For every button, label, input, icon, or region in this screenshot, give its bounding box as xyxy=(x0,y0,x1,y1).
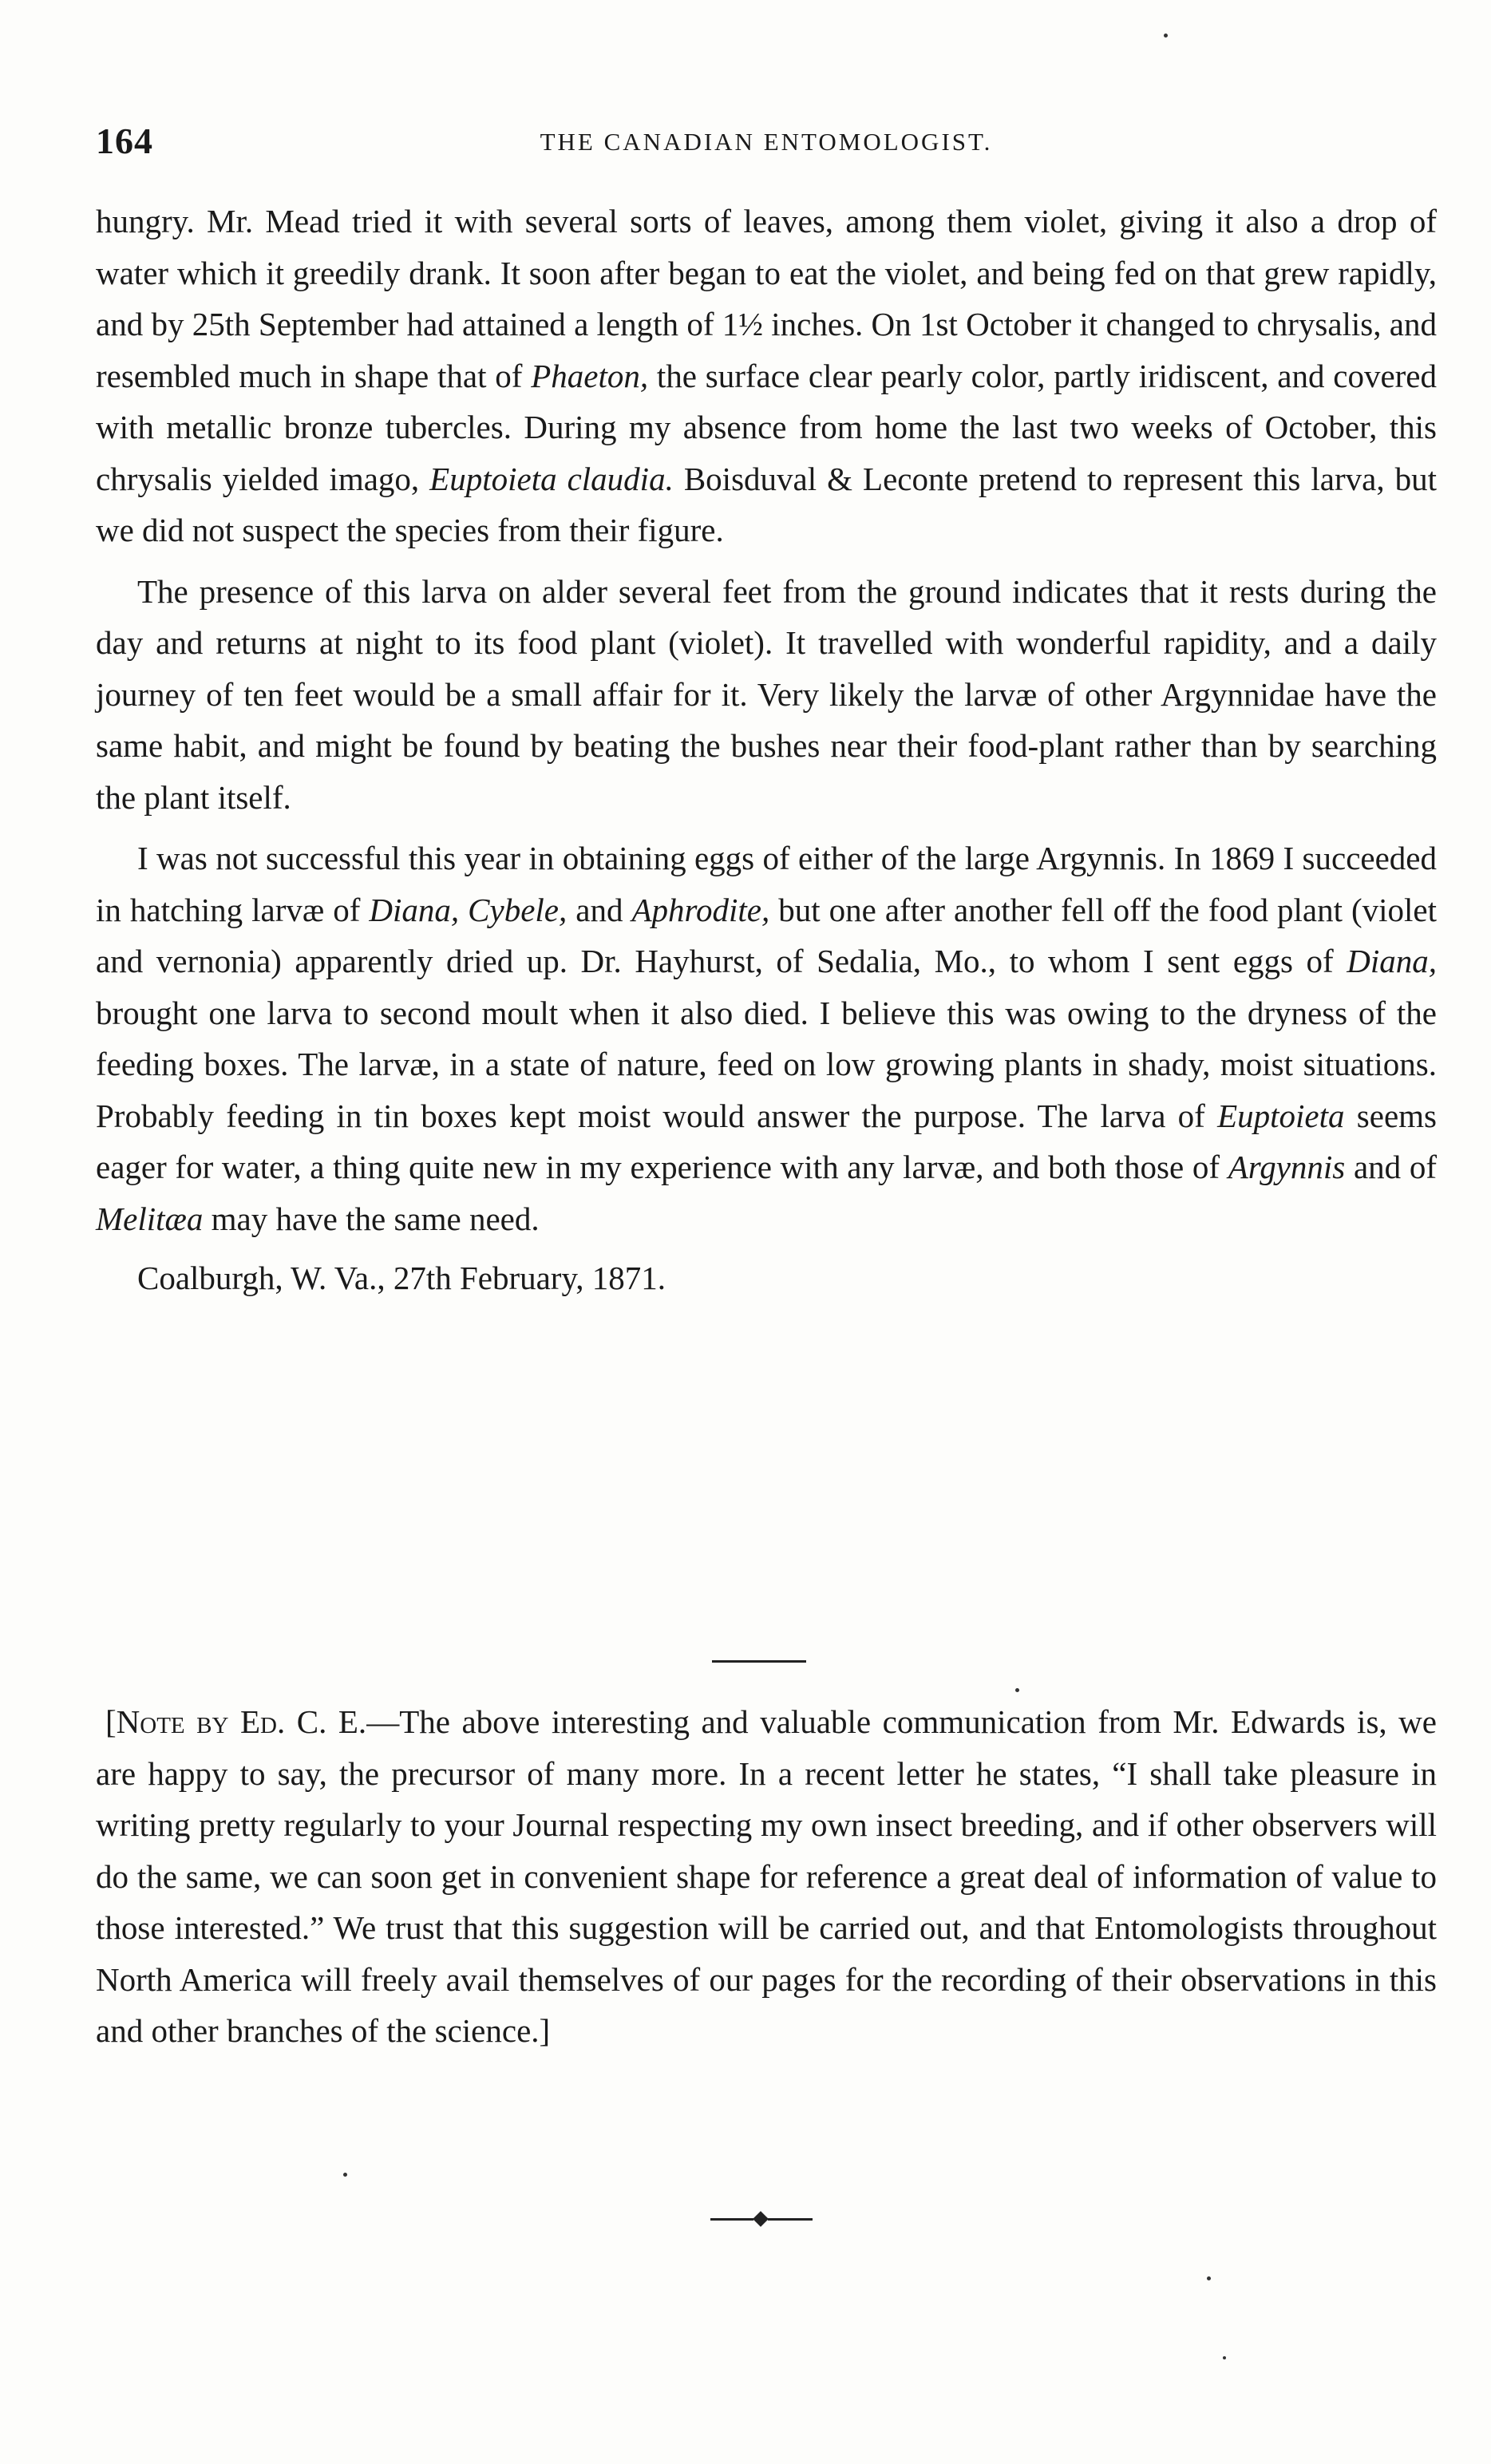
paragraph-3-text-a: I was not successful this year in obtaining eggs of either of the large Argynnis. In 1869 I succeeded in hatching larvæ of xyxy=(96,840,1437,928)
ornament-line-right xyxy=(768,2218,813,2221)
page-header xyxy=(96,120,1437,176)
paragraph-1-text-a: hungry. Mr. Mead tried it with several sorts of leaves, among them violet, giving it also a drop of water which it greedily drank. It soon after began to eat the violet, and being fed on that grew rapidly, and by 25th September had attained a length of 1½ inches. On 1st October it changed to chrysalis, and resembled much in shape that of xyxy=(96,203,1437,394)
species-name: Euptoieta claudia. xyxy=(429,460,674,497)
species-name: Diana, Cybele, xyxy=(369,891,568,928)
editor-note-paragraph xyxy=(96,1696,1437,2057)
species-name: Aphrodite, xyxy=(631,891,770,928)
diamond-icon xyxy=(753,2211,769,2227)
print-speck xyxy=(1207,2276,1211,2280)
paragraph-1-text-b: the surface clear pearly color, partly iridiscent, and covered with metallic bronze tubercles. During my absence from home the last two weeks of October, this chrysalis yielded imago, xyxy=(96,357,1437,497)
paragraph-3-text-e: seems eager for water, a thing quite new in my experience with any larvæ, and both those of xyxy=(96,1097,1437,1185)
paragraph-2: The presence of this larva on alder several feet from the ground indicates that it rests during the day and returns at night to its food plant (violet). It travelled with wonderful rapidity, and a daily journey of ten feet would be a small affair for it. Very likely the larvæ of other Argynnidae have the same habit, and might be found by beating the bushes near their food-plant rather than by searching the plant itself. xyxy=(96,572,1437,816)
print-speck xyxy=(1015,1688,1019,1692)
ornament-line-left xyxy=(710,2218,753,2221)
note-label: Note by Ed. C. E. xyxy=(116,1703,367,1740)
species-name: Phaeton, xyxy=(531,357,649,394)
signoff-dateline: Coalburgh, W. Va., 27th February, 1871. xyxy=(137,1260,666,1296)
note-text: —The above interesting and valuable communication from Mr. Edwards is, we are happy to say, the precursor of many more. In a recent letter he states, “I shall take pleasure in writing pretty regularly to your Journal respecting my own insect breeding, and if other observers will do the same, we can soon get in convenient shape for reference a great deal of information of value to those interested.” We trust that this suggestion will be carried out, and that Entomologists throughout North America will freely avail themselves of our pages for the recording of their observations in this and other branches of the science.] xyxy=(96,1703,1437,2049)
species-name: Diana, xyxy=(1347,943,1437,979)
section-divider xyxy=(712,1660,806,1663)
genus-name: Euptoieta xyxy=(1217,1097,1345,1134)
paragraph-3-text-d: brought one larva to second moult when it also died. I believe this was owing to the dryness of the feeding boxes. The larvæ, in a state of nature, feed on low growing plants in shady, moist situations. Probably feeding in tin boxes kept moist would answer the purpose. The larva of xyxy=(96,994,1437,1134)
paragraph-3 xyxy=(96,833,1437,1244)
page-number: 164 xyxy=(96,121,153,161)
bracket: [ xyxy=(105,1703,117,1740)
print-speck xyxy=(343,2173,347,2177)
end-ornament xyxy=(710,2211,813,2227)
genus-name: Melitæa xyxy=(96,1200,204,1237)
paragraph-3-text-b: and xyxy=(567,891,632,928)
print-speck xyxy=(1223,2356,1226,2359)
paragraph-1 xyxy=(96,196,1437,556)
paragraph-1-text-c: Boisduval & Leconte pretend to represent this larva, but we did not suspect the species from their figure. xyxy=(96,460,1437,548)
paragraph-3-text-f: and of xyxy=(1345,1149,1437,1185)
print-speck xyxy=(1164,34,1168,38)
article-body xyxy=(96,196,1437,1304)
paragraph-3-text-c: but one after another fell off the food plant (violet and vernonia) apparently dried up. Dr. Hayhurst, of Sedalia, Mo., to whom I sent eggs of xyxy=(96,891,1438,979)
editor-note xyxy=(96,1696,1437,2057)
running-head: THE CANADIAN ENTOMOLOGIST. xyxy=(540,128,993,156)
genus-name: Argynnis xyxy=(1228,1149,1346,1185)
paragraph-3-text-g: may have the same need. xyxy=(203,1200,540,1237)
